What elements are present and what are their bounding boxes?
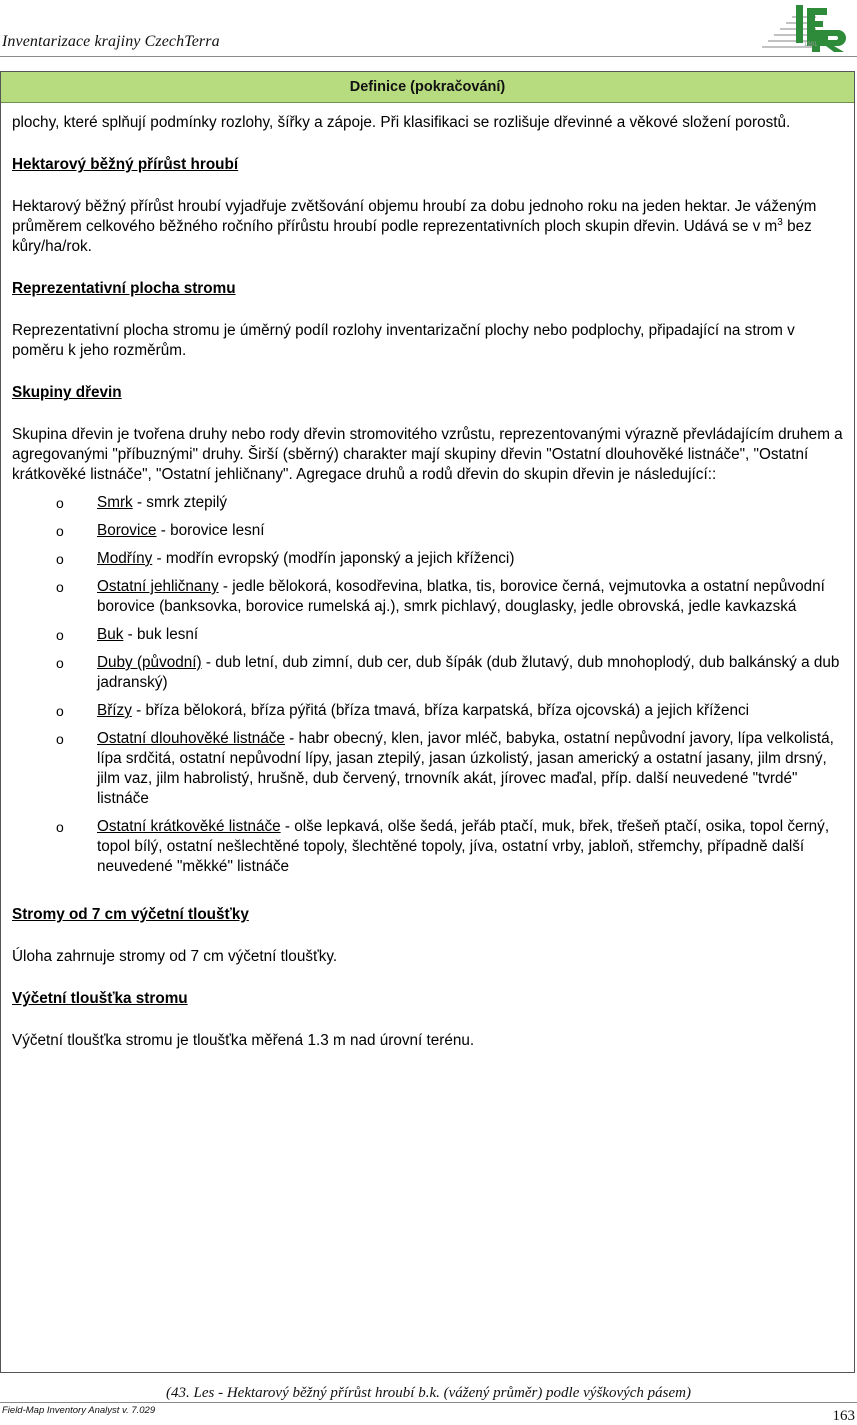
circle-bullet-icon: o — [56, 819, 64, 835]
definitions-content — [12, 113, 847, 1051]
paragraph-stromy-od-7cm: Úloha zahrnuje stromy od 7 cm výčetní tloušťky. — [12, 948, 338, 965]
paragraph-vycetni-tloustka: Výčetní tloušťka stromu je tloušťka měřená 1.3 m nad úrovní terénu. — [12, 1032, 475, 1049]
heading-stromy-od-7cm: Stromy od 7 cm výčetní tloušťky — [12, 906, 249, 923]
document-header-title: Inventarizace krajiny CzechTerra — [2, 33, 220, 50]
circle-bullet-icon: o — [56, 703, 64, 719]
heading-skupiny-drevin: Skupiny dřevin — [12, 384, 122, 401]
superscript-3: 3 — [777, 216, 783, 228]
software-version: Field-Map Inventory Analyst v. 7.029 — [2, 1405, 156, 1416]
list-item: o Borovice - borovice lesní — [56, 522, 265, 539]
heading-reprezentativni-plocha: Reprezentativní plocha stromu — [12, 280, 236, 297]
circle-bullet-icon: o — [56, 655, 64, 671]
definitions-box-title: Definice (pokračování) — [1, 72, 854, 103]
table-caption: (43. Les - Hektarový běžný přírůst hroubí b.k. (vážený průměr) podle výškových pásem) — [166, 1385, 691, 1401]
footer-rule — [0, 1402, 857, 1403]
tree-group-list — [12, 493, 847, 877]
ifer-logo-icon — [760, 2, 854, 54]
list-item: o Ostatní krátkověké listnáče - olše lepkavá, olše šedá, jeřáb ptačí, muk, břek, třešeň ptačí, osika, topol černý, topol bílý, ostatní nešlechtěné topoly, šlechtěné topoly, jíva, ostatní vrby, jabloň, střemchy, případně další neuvedené "měkké" listnáče — [56, 818, 830, 875]
list-item: o Ostatní jehličnany - jedle bělokorá, kosodřevina, blatka, tis, borovice černá, vejmutovka a ostatní nepůvodní borovice (banksovka, borovice rumelská aj.), smrk pichlavý, douglasky, jedle obrovská, jedle kavkazská — [56, 578, 825, 615]
circle-bullet-icon: o — [56, 627, 64, 643]
list-item: o Ostatní dlouhověké listnáče - habr obecný, klen, javor mléč, babyka, ostatní nepůvodní javory, lípa velkolistá, lípa srdčitá, ostatní nepůvodní lípy, jasan ztepilý, jasan úzkolistý, jasan americký a ostatní jasany, jilm drsný, jilm vaz, jilm habrolistý, hrušně, dub červený, trnovník akát, jírovec maďal, příp. další neuvedené "tvrdé" listnáče — [56, 730, 834, 807]
paragraph-reprezentativni-plocha: Reprezentativní plocha stromu je úměrný podíl rozlohy inventarizační plochy nebo podplochy, připadající na strom v poměru k jeho rozměrům. — [12, 322, 795, 359]
definitions-box — [0, 71, 855, 1373]
list-item: o Duby (původní) - dub letní, dub zimní, dub cer, dub šípák (dub žlutavý, dub mnohoplodý, dub balkánský a dub jadranský) — [56, 654, 840, 691]
circle-bullet-icon: o — [56, 495, 64, 511]
paragraph-hektarovy-prirust: Hektarový běžný přírůst hroubí vyjadřuje zvětšování objemu hroubí za dobu jednoho roku na jeden hektar. Je váženým průměrem celkového běžného ročního přírůstu hroubí podle reprezentativních ploch skupin dřevin. Udává se v $m^3$ bez kůry/ha/rok. — [12, 198, 817, 255]
list-item: o Smrk - smrk ztepilý — [56, 494, 228, 511]
heading-vycetni-tloustka: Výčetní tloušťka stromu — [12, 990, 188, 1007]
circle-bullet-icon: o — [56, 551, 64, 567]
intro-paragraph: plochy, které splňují podmínky rozlohy, šířky a zápoje. Při klasifikaci se rozlišuje dřevinné a věkové složení porostů. — [12, 114, 791, 131]
circle-bullet-icon: o — [56, 579, 64, 595]
header-rule — [0, 56, 857, 57]
page-number: 163 — [832, 1408, 855, 1424]
heading-hektarovy-prirust: Hektarový běžný přírůst hroubí — [12, 156, 239, 173]
circle-bullet-icon: o — [56, 731, 64, 747]
circle-bullet-icon: o — [56, 523, 64, 539]
svg-text:1991: 1991 — [804, 42, 818, 48]
list-item: o Buk - buk lesní — [56, 626, 199, 643]
list-item: o Břízy - bříza bělokorá, bříza pýřitá (bříza tmavá, bříza karpatská, bříza ojcovská) a jejich kříženci — [56, 702, 750, 719]
paragraph-skupiny-drevin: Skupina dřevin je tvořena druhy nebo rody dřevin stromovitého vzrůstu, reprezentovanými výrazně převládajícím druhem a agregovanými "příbuznými" druhy. Širší (sběrný) charakter mají skupiny dřevin "Ostatní dlouhověké listnáče", "Ostatní krátkověké listnáče", "Ostatní jehličnany". Agregace druhů a rodů dřevin do skupin dřevin je následující:: — [12, 426, 843, 483]
list-item: o Modříny - modřín evropský (modřín japonský a jejich kříženci) — [56, 550, 515, 567]
